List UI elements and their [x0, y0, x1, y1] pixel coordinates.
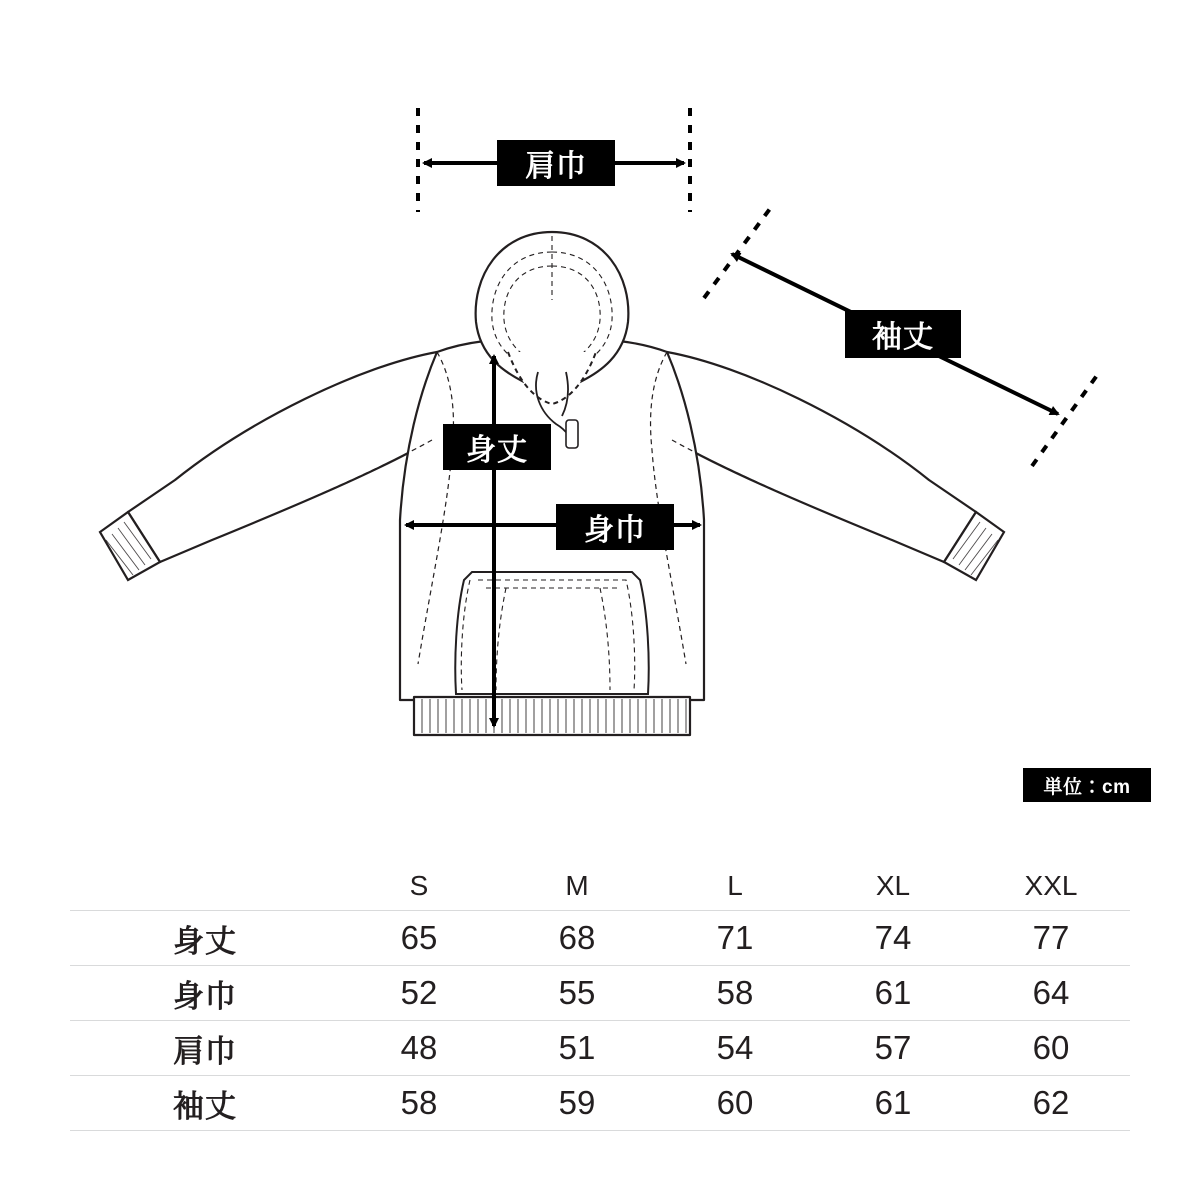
size-table-container	[70, 862, 1130, 1131]
cell-shoulder-width-xxl: 60	[972, 1021, 1130, 1076]
cell-body-width-l: 58	[656, 966, 814, 1021]
cell-shoulder-width-m: 51	[498, 1021, 656, 1076]
cell-sleeve-length-xxl: 62	[972, 1076, 1130, 1131]
column-header-s: S	[340, 862, 498, 911]
label-sleeve-length: 袖丈	[845, 310, 961, 358]
column-header-l: L	[656, 862, 814, 911]
column-header-xl: XL	[814, 862, 972, 911]
cell-body-length-s: 65	[340, 911, 498, 966]
cell-shoulder-width-s: 48	[340, 1021, 498, 1076]
cell-sleeve-length-l: 60	[656, 1076, 814, 1131]
row-header-body-width: 身巾	[70, 966, 340, 1021]
table-row	[70, 1021, 1130, 1076]
label-body-length: 身丈	[443, 424, 551, 470]
column-header-blank	[70, 862, 340, 911]
cell-body-length-m: 68	[498, 911, 656, 966]
cell-shoulder-width-l: 54	[656, 1021, 814, 1076]
row-header-sleeve-length: 袖丈	[70, 1076, 340, 1131]
cell-body-length-xl: 74	[814, 911, 972, 966]
table-row	[70, 911, 1130, 966]
table-row	[70, 966, 1130, 1021]
cell-sleeve-length-s: 58	[340, 1076, 498, 1131]
label-body-width: 身巾	[556, 504, 674, 550]
label-unit: 単位：cm	[1023, 768, 1151, 802]
cell-body-width-s: 52	[340, 966, 498, 1021]
table-header-row	[70, 862, 1130, 911]
cell-body-length-xxl: 77	[972, 911, 1130, 966]
cell-sleeve-length-m: 59	[498, 1076, 656, 1131]
row-header-shoulder-width: 肩巾	[70, 1021, 340, 1076]
row-header-body-length: 身丈	[70, 911, 340, 966]
table-row	[70, 1076, 1130, 1131]
column-header-m: M	[498, 862, 656, 911]
column-header-xxl: XXL	[972, 862, 1130, 911]
cell-body-width-xxl: 64	[972, 966, 1130, 1021]
label-shoulder-width: 肩巾	[497, 140, 615, 186]
cell-sleeve-length-xl: 61	[814, 1076, 972, 1131]
cell-body-width-m: 55	[498, 966, 656, 1021]
cell-body-length-l: 71	[656, 911, 814, 966]
size-table	[70, 862, 1130, 1131]
cell-body-width-xl: 61	[814, 966, 972, 1021]
cell-shoulder-width-xl: 57	[814, 1021, 972, 1076]
